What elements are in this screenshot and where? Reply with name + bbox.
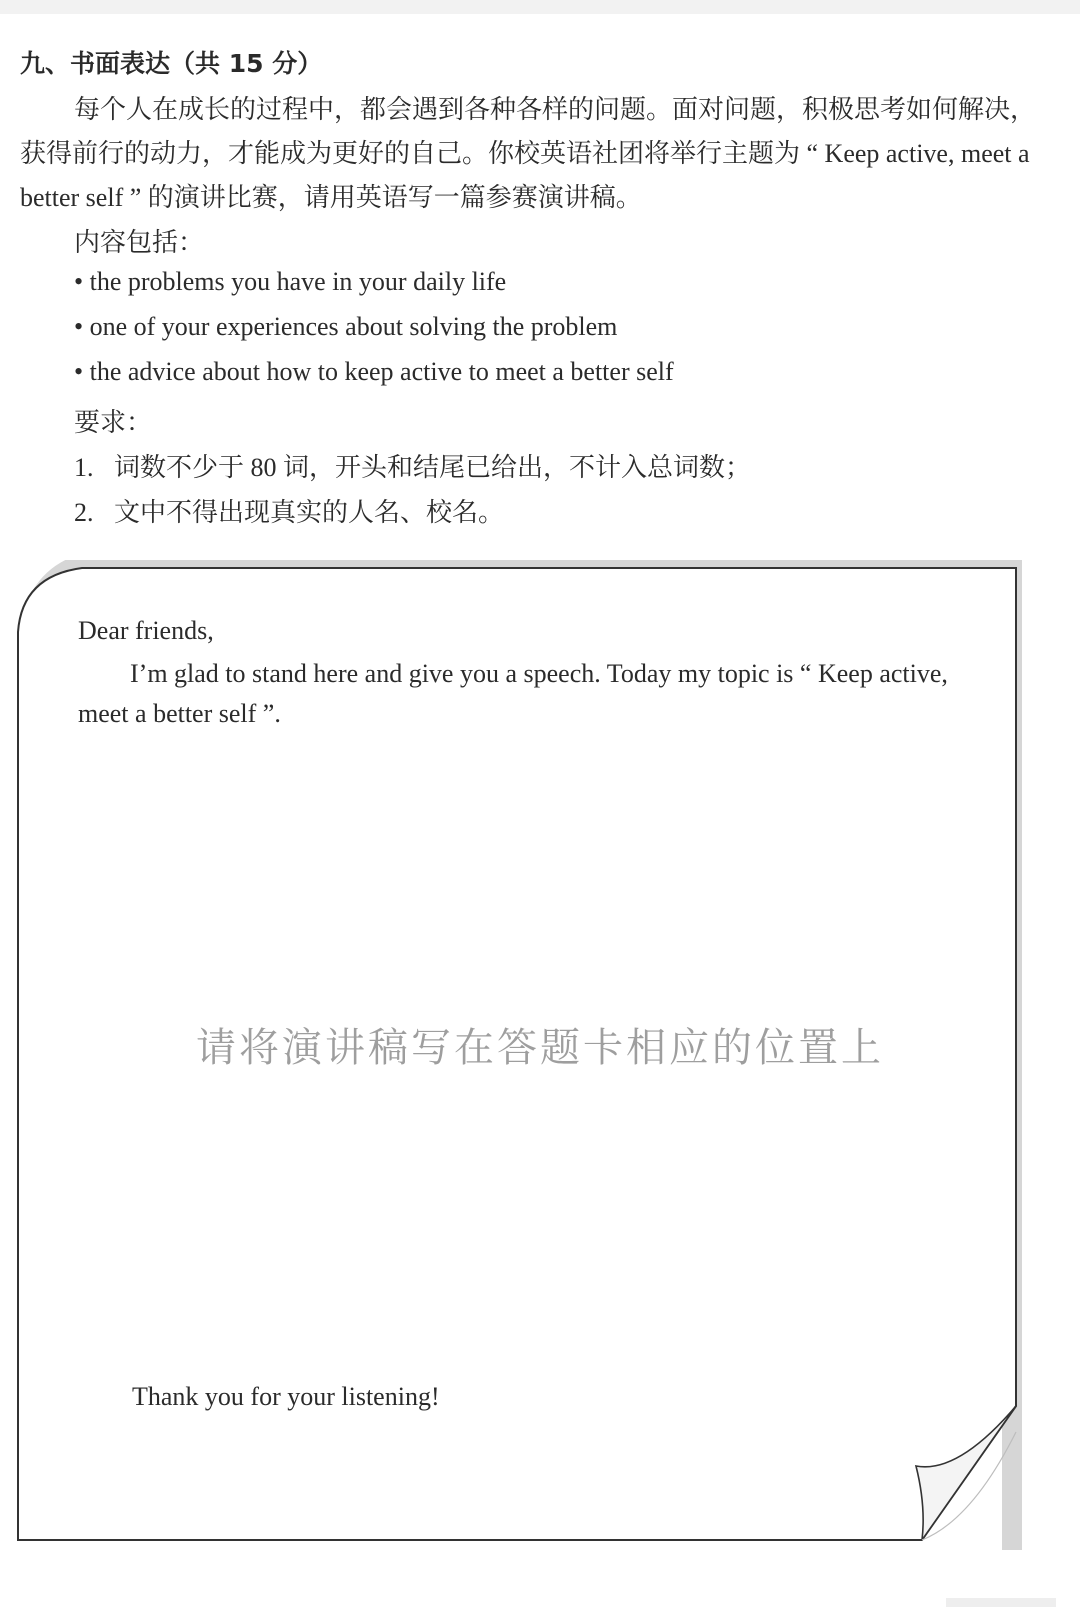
requirement-number: 2. [74, 498, 94, 527]
section-title: 九、书面表达（共 15 分） [20, 49, 323, 78]
requirement-item [74, 492, 504, 529]
speech-opening [78, 654, 988, 734]
content-bullet: • the advice about how to keep active to meet a better self [74, 357, 674, 386]
speech-closing: Thank you for your listening! [132, 1382, 440, 1411]
content-bullet: • one of your experiences about solving the problem [74, 312, 618, 341]
answer-card-notice: 请将演讲稿写在答题卡相应的位置上 [196, 1025, 884, 1071]
speech-opening-text: I’m glad to stand here and give you a speech. Today my topic is “ Keep active, meet a better self ”. [78, 659, 948, 728]
requirement-number: 1. [74, 453, 94, 482]
top-strip [0, 0, 1080, 14]
requirement-text: 文中不得出现真实的人名、校名。 [114, 498, 505, 527]
content-bullet: • the problems you have in your daily life [74, 267, 507, 296]
requirement-item [74, 447, 751, 484]
requirement-text: 词数不少于 80 词，开头和结尾已给出，不计入总词数； [114, 453, 752, 482]
requirements-label: 要求： [74, 408, 153, 437]
content-label: 内容包括： [74, 228, 205, 257]
speech-greeting: Dear friends, [78, 616, 214, 645]
bottom-tab [946, 1598, 1056, 1607]
task-instructions-text: 每个人在成长的过程中，都会遇到各种各样的问题。面对问题，积极思考如何解决，获得前行的动力，才能成为更好的自己。你校英语社团将举行主题为 “ Keep active, meet a better self ” 的演讲比赛，请用英语写一篇参赛演讲稿。 [20, 95, 1037, 212]
task-instructions [20, 88, 1050, 220]
